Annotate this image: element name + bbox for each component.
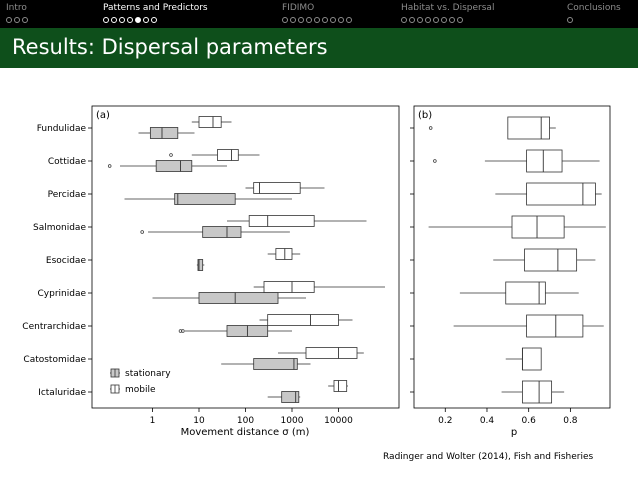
nav-section-title[interactable]: Conclusions <box>567 3 621 13</box>
nav-section-title[interactable]: Habitat vs. Dispersal <box>401 3 495 13</box>
p-box <box>429 117 556 139</box>
nav-section[interactable] <box>567 3 621 23</box>
outlier-point <box>429 127 432 130</box>
nav-dot[interactable] <box>330 17 336 23</box>
nav-dot[interactable] <box>306 17 312 23</box>
nav-dot[interactable] <box>22 17 28 23</box>
nav-dot[interactable] <box>282 17 288 23</box>
category-label: Cyprinidae <box>37 289 86 299</box>
x-tick-label: 10 <box>193 416 205 426</box>
x-tick-label: 1000 <box>280 416 304 426</box>
category-label: Centrarchidae <box>22 322 86 332</box>
citation: Radinger and Wolter (2014), Fish and Fisheries <box>383 452 594 462</box>
category-label: Salmonidae <box>33 223 86 233</box>
stationary-box <box>125 194 292 205</box>
p-box <box>493 249 595 271</box>
nav-dot[interactable] <box>417 17 423 23</box>
nav-dot[interactable] <box>425 17 431 23</box>
box <box>264 282 314 293</box>
nav-slide-dots <box>567 17 621 23</box>
nav-dot[interactable] <box>322 17 328 23</box>
nav-dot[interactable] <box>103 17 109 23</box>
nav-dot[interactable] <box>457 17 463 23</box>
x-tick-label: 1 <box>149 416 156 426</box>
nav-dot[interactable] <box>346 17 352 23</box>
box <box>175 194 235 205</box>
outlier-point <box>108 165 111 168</box>
mobile-box <box>268 249 301 260</box>
nav-dot[interactable] <box>119 17 125 23</box>
nav-dot[interactable] <box>290 17 296 23</box>
nav-dot[interactable] <box>449 17 455 23</box>
navigation-bar <box>0 0 638 28</box>
nav-dot[interactable] <box>151 17 157 23</box>
mobile-box <box>328 381 348 392</box>
nav-dot[interactable] <box>409 17 415 23</box>
stationary-box <box>221 359 310 370</box>
mobile-box <box>278 348 364 359</box>
box <box>254 183 301 194</box>
category-label: Catostomidae <box>23 355 86 365</box>
nav-dot[interactable] <box>314 17 320 23</box>
nav-dot-current[interactable] <box>135 17 141 23</box>
panel-a-label: (a) <box>96 110 110 121</box>
outlier-point <box>433 160 436 163</box>
mobile-box <box>192 117 232 128</box>
stationary-box <box>268 392 301 403</box>
box <box>199 293 278 304</box>
p-box <box>460 282 579 304</box>
box <box>527 183 596 205</box>
panel-a-frame <box>92 106 399 408</box>
mobile-box <box>227 216 367 227</box>
p-box <box>506 348 541 370</box>
nav-dot[interactable] <box>143 17 149 23</box>
outlier-point <box>141 231 144 234</box>
box <box>150 128 177 139</box>
mobile-box <box>170 150 260 161</box>
nav-dot[interactable] <box>298 17 304 23</box>
nav-section[interactable] <box>282 3 352 23</box>
box <box>522 348 541 370</box>
box <box>276 249 292 260</box>
p-box <box>502 381 565 403</box>
p-box <box>429 216 606 238</box>
nav-section-title[interactable]: Intro <box>6 3 27 13</box>
stationary-box <box>139 128 195 139</box>
panel-b-frame <box>414 106 610 408</box>
box <box>306 348 357 359</box>
x-axis-title: p <box>510 427 518 438</box>
box <box>527 315 583 337</box>
stationary-box <box>141 227 290 238</box>
category-label: Percidae <box>47 190 86 200</box>
nav-section[interactable] <box>103 3 208 23</box>
stationary-box <box>179 326 292 337</box>
stationary-box <box>152 293 306 304</box>
panel-b-label: (b) <box>418 110 433 121</box>
nav-dot[interactable] <box>127 17 133 23</box>
slide-title: Results: Dispersal parameters <box>12 35 328 59</box>
mobile-box <box>254 282 385 293</box>
box <box>249 216 314 227</box>
outlier-point <box>170 154 173 157</box>
x-tick-label: 0.4 <box>479 416 495 426</box>
box <box>203 227 241 238</box>
box <box>334 381 347 392</box>
x-tick-label: 0.2 <box>438 416 453 426</box>
nav-slide-dots <box>6 17 28 23</box>
box <box>527 150 562 172</box>
box <box>254 359 298 370</box>
nav-dot[interactable] <box>433 17 439 23</box>
x-tick-label: 10000 <box>324 416 353 426</box>
nav-dot[interactable] <box>401 17 407 23</box>
category-label: Esocidae <box>45 256 86 266</box>
category-label: Cottidae <box>47 157 86 167</box>
nav-section-title[interactable]: Patterns and Predictors <box>103 3 208 13</box>
nav-dot[interactable] <box>14 17 20 23</box>
p-box <box>454 315 604 337</box>
nav-section[interactable] <box>401 3 494 23</box>
nav-dot[interactable] <box>567 17 573 23</box>
stationary-box <box>197 260 204 271</box>
box <box>268 315 339 326</box>
nav-section-title[interactable]: FIDIMO <box>282 3 315 13</box>
box <box>282 392 299 403</box>
nav-dot[interactable] <box>111 17 117 23</box>
box <box>218 150 239 161</box>
p-box <box>495 183 601 205</box>
x-tick-label: 100 <box>236 416 255 426</box>
title-bar <box>0 28 638 68</box>
mobile-box <box>246 183 325 194</box>
x-tick-label: 0.6 <box>521 416 536 426</box>
legend <box>110 369 171 395</box>
legend-label: stationary <box>125 369 171 379</box>
p-box <box>433 150 599 172</box>
box <box>522 381 551 403</box>
x-axis-title: Movement distance σ (m) <box>180 427 310 438</box>
box <box>525 249 577 271</box>
nav-slide-dots <box>103 17 208 23</box>
nav-dot[interactable] <box>6 17 12 23</box>
box <box>199 117 221 128</box>
nav-slide-dots <box>282 17 352 23</box>
mobile-box <box>259 315 352 326</box>
nav-dot[interactable] <box>338 17 344 23</box>
panel-b-probability <box>410 106 610 438</box>
x-tick-label: 0.8 <box>563 416 578 426</box>
category-label: Fundulidae <box>36 124 86 134</box>
nav-section[interactable] <box>6 3 28 23</box>
legend-label: mobile <box>125 385 156 395</box>
dispersal-figure <box>0 100 638 446</box>
category-label: Ictaluridae <box>38 388 86 398</box>
box <box>156 161 192 172</box>
panel-a-movement-distance <box>22 106 399 438</box>
nav-dot[interactable] <box>441 17 447 23</box>
box <box>508 117 550 139</box>
nav-slide-dots <box>401 17 494 23</box>
stationary-box <box>108 161 227 172</box>
box <box>512 216 564 238</box>
